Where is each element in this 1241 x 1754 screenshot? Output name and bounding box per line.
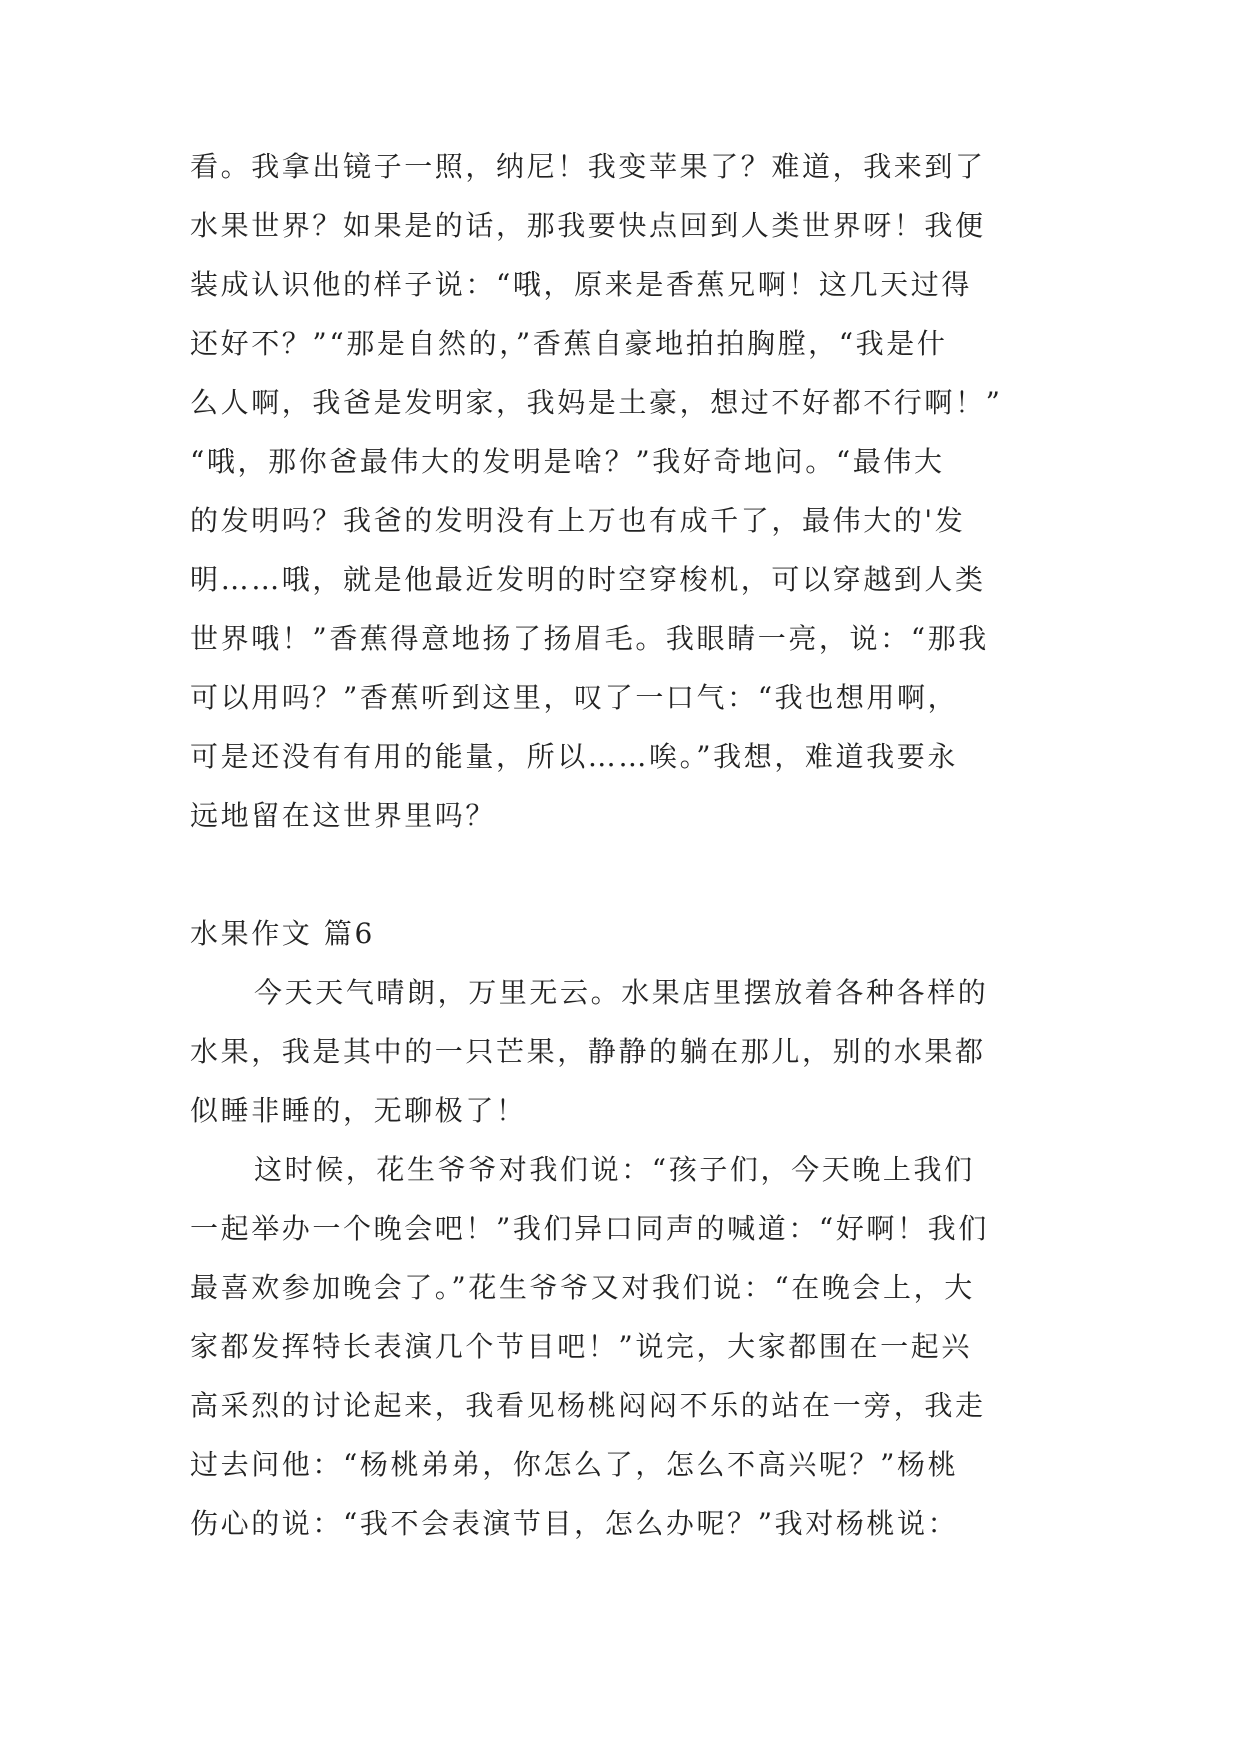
text-line: 么人啊，我爸是发明家，我妈是土豪，想过不好都不行啊！” xyxy=(190,386,1003,419)
text-line: 最喜欢参加晚会了。”花生爷爷又对我们说：“在晚会上，大 xyxy=(190,1271,975,1304)
text-line: 可是还没有有用的能量，所以……唉。”我想，难道我要永 xyxy=(190,740,958,773)
text-line: 可以用吗？”香蕉听到这里，叹了一口气：“我也想用啊， xyxy=(190,681,959,714)
text-line: 还好不？”“那是自然的，”香蕉自豪地拍拍胸膛，“我是什 xyxy=(190,327,948,360)
text-line: 一起举办一个晚会吧！”我们异口同声的喊道：“好啊！我们 xyxy=(190,1212,989,1245)
text-line: 远地留在这世界里吗？ xyxy=(190,799,497,832)
text-line: 过去问他：“杨桃弟弟，你怎么了，怎么不高兴呢？”杨桃 xyxy=(190,1448,959,1481)
text-line: 家都发挥特长表演几个节目吧！”说完，大家都围在一起兴 xyxy=(190,1330,972,1363)
text-line: 水果，我是其中的一只芒果，静静的躺在那儿，别的水果都 xyxy=(190,1035,986,1068)
text-line: 看。我拿出镜子一照，纳尼！我变苹果了？难道，我来到了 xyxy=(190,150,986,183)
paragraph-first-line: 今天天气晴朗，万里无云。水果店里摆放着各种各样的 xyxy=(254,976,989,1009)
paragraph-first-line: 这时候，花生爷爷对我们说：“孩子们，今天晚上我们 xyxy=(254,1153,975,1186)
text-line: 高采烈的讨论起来，我看见杨桃闷闷不乐的站在一旁，我走 xyxy=(190,1389,986,1422)
text-line: 装成认识他的样子说：“哦，原来是香蕉兄啊！这几天过得 xyxy=(190,268,972,301)
text-line: 似睡非睡的，无聊极了！ xyxy=(190,1094,527,1127)
text-line: 明……哦，就是他最近发明的时空穿梭机，可以穿越到人类 xyxy=(190,563,986,596)
text-line: 伤心的说：“我不会表演节目，怎么办呢？”我对杨桃说： xyxy=(190,1507,959,1540)
text-line: 的发明吗？我爸的发明没有上万也有成千了，最伟大的'发 xyxy=(190,504,966,537)
text-line: “哦，那你爸最伟大的发明是啥？”我好奇地问。“最伟大 xyxy=(190,445,945,478)
section-heading: 水果作文 篇6 xyxy=(190,917,375,950)
text-line: 世界哦！”香蕉得意地扬了扬眉毛。我眼睛一亮，说：“那我 xyxy=(190,622,989,655)
text-line: 水果世界？如果是的话，那我要快点回到人类世界呀！我便 xyxy=(190,209,986,242)
